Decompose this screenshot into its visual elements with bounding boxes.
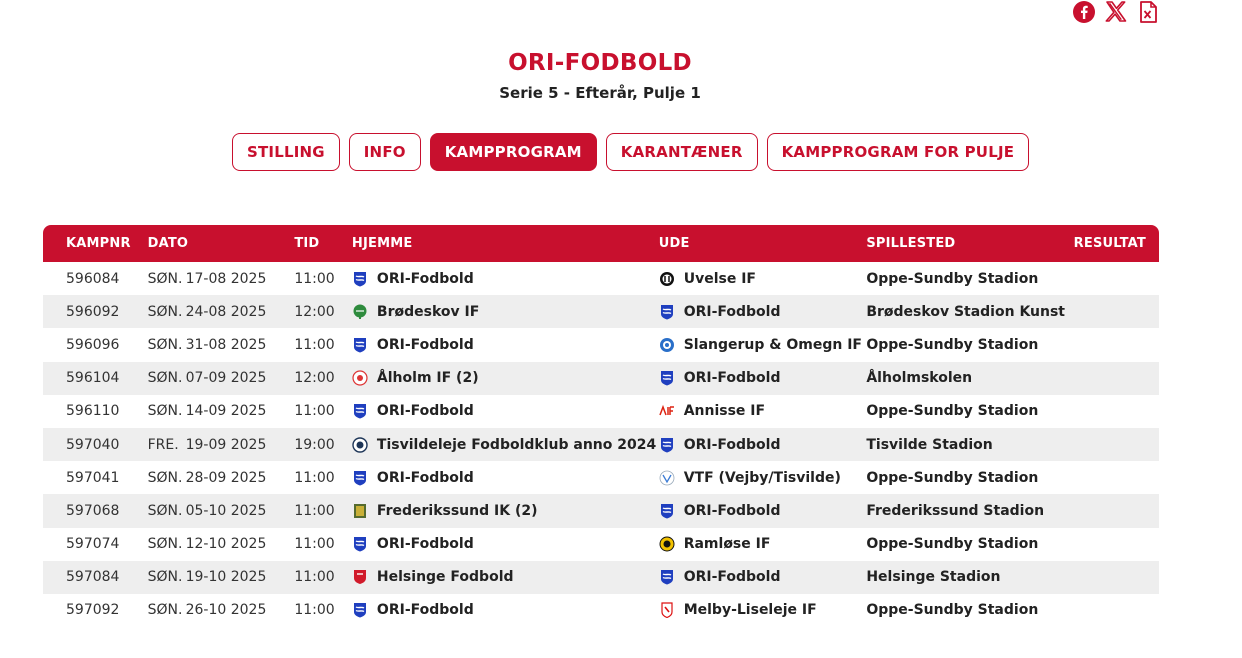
match-weekday: SØN.	[147, 569, 183, 586]
home-team-name: ORI-Fodbold	[376, 536, 474, 553]
ori-logo-icon	[659, 437, 675, 453]
away-team-cell	[659, 528, 867, 561]
away-team-cell	[659, 461, 867, 494]
match-date-value: 31-08 2025	[185, 336, 267, 353]
away-team[interactable]	[659, 403, 867, 419]
page-subtitle: Serie 5 - Efterår, Pulje 1	[499, 84, 701, 102]
match-venue	[866, 362, 1073, 395]
tisvildeleje-logo-icon	[352, 437, 368, 453]
match-number: 596104	[43, 362, 148, 395]
share-bar	[1072, 0, 1160, 24]
home-team[interactable]	[352, 569, 659, 585]
match-venue	[866, 395, 1073, 428]
match-table	[43, 225, 1159, 627]
match-weekday: FRE.	[147, 436, 179, 453]
home-team[interactable]	[352, 304, 659, 320]
match-date-value: 26-10 2025	[185, 602, 267, 619]
away-team-name: Slangerup & Omegn IF	[683, 336, 862, 353]
match-result	[1074, 362, 1159, 395]
match-time: 11:00	[294, 602, 335, 619]
match-number: 597040	[43, 428, 148, 461]
match-venue	[866, 328, 1073, 361]
match-weekday: SØN.	[147, 469, 183, 486]
col-resultat: RESULTAT	[1074, 225, 1159, 262]
away-team-name: Annisse IF	[683, 403, 766, 420]
home-team-cell	[352, 395, 659, 428]
match-time: 11:00	[294, 403, 335, 420]
match-venue	[866, 561, 1073, 594]
match-result	[1074, 262, 1159, 295]
away-team[interactable]	[659, 503, 867, 519]
away-team-cell	[659, 262, 867, 295]
table-row[interactable]	[43, 395, 1159, 428]
home-team-name: Brødeskov IF	[376, 303, 480, 320]
match-number: 597084	[43, 561, 148, 594]
match-number: 596092	[43, 295, 148, 328]
venue-name: Oppe-Sundby Stadion	[866, 270, 1039, 287]
match-weekday: SØN.	[147, 536, 183, 553]
home-team-cell	[352, 528, 659, 561]
away-team-name: ORI-Fodbold	[683, 502, 781, 519]
home-team-name: Tisvildeleje Fodboldklub anno 2024	[376, 436, 657, 453]
annisse-logo-icon	[659, 403, 675, 419]
ori-logo-icon	[352, 536, 368, 552]
excel-icon[interactable]	[1136, 0, 1160, 24]
match-date-value: 24-08 2025	[185, 303, 267, 320]
table-row[interactable]	[43, 561, 1159, 594]
match-date	[148, 461, 295, 494]
ramlose-logo-icon	[659, 536, 675, 552]
home-team-name: ORI-Fodbold	[376, 336, 474, 353]
away-team[interactable]	[659, 536, 867, 552]
facebook-icon[interactable]	[1072, 0, 1096, 24]
match-date-value: 19-10 2025	[185, 569, 267, 586]
venue-name: Brødeskov Stadion Kunst	[866, 303, 1066, 320]
table-header-row	[43, 225, 1159, 262]
match-table-body	[43, 262, 1159, 627]
match-date-value: 28-09 2025	[185, 469, 267, 486]
home-team-cell	[352, 262, 659, 295]
match-date	[148, 494, 295, 527]
match-venue	[866, 262, 1073, 295]
ori-logo-icon	[659, 503, 675, 519]
home-team-name: ORI-Fodbold	[376, 602, 474, 619]
match-number: 597092	[66, 602, 120, 619]
away-team-name: VTF (Vejby/Tisvilde)	[683, 469, 841, 486]
match-number: 596096	[66, 336, 120, 353]
away-team-name: Uvelse IF	[683, 270, 756, 287]
ori-logo-icon	[352, 271, 368, 287]
venue-name: Oppe-Sundby Stadion	[866, 336, 1039, 353]
table-row[interactable]	[43, 528, 1159, 561]
vtf-logo-icon	[659, 470, 675, 486]
home-team[interactable]	[352, 370, 659, 386]
brodeskov-logo-icon	[352, 304, 368, 320]
table-row[interactable]	[43, 262, 1159, 295]
page-title: ORI-FODBOLD	[508, 50, 692, 76]
away-team-name: ORI-Fodbold	[683, 436, 781, 453]
match-table-wrapper	[43, 225, 1159, 627]
away-team[interactable]	[659, 437, 867, 453]
away-team-cell	[659, 395, 867, 428]
ori-logo-icon	[352, 337, 368, 353]
home-team-cell	[352, 428, 659, 461]
home-team[interactable]	[352, 337, 659, 353]
venue-name: Helsinge Stadion	[866, 569, 1001, 586]
match-time: 11:00	[294, 536, 335, 553]
away-team-cell	[659, 328, 867, 361]
away-team[interactable]	[659, 337, 867, 353]
match-result	[1074, 461, 1159, 494]
match-result	[1074, 561, 1159, 594]
home-team-name: ORI-Fodbold	[376, 469, 474, 486]
match-venue	[866, 461, 1073, 494]
match-weekday: SØN.	[147, 370, 183, 387]
ori-logo-icon	[352, 602, 368, 618]
match-number: 597068	[43, 494, 148, 527]
home-team-name: ORI-Fodbold	[376, 403, 474, 420]
match-number: 596110	[66, 403, 120, 420]
table-row[interactable]	[43, 328, 1159, 361]
col-spillested: SPILLESTED	[866, 225, 1073, 262]
match-venue	[866, 594, 1073, 627]
table-row[interactable]	[43, 594, 1159, 627]
match-time: 11:00	[294, 270, 335, 287]
frederikssund-logo-icon	[352, 503, 368, 519]
home-team[interactable]	[352, 403, 659, 419]
away-team[interactable]	[659, 470, 867, 486]
match-venue	[866, 494, 1073, 527]
match-date	[148, 395, 295, 428]
away-team-name: Ramløse IF	[683, 536, 771, 553]
match-date-value: 12-10 2025	[185, 536, 267, 553]
away-team-name: ORI-Fodbold	[683, 370, 781, 387]
match-weekday: SØN.	[147, 270, 183, 287]
away-team-cell	[659, 561, 867, 594]
match-time: 11:00	[294, 561, 352, 594]
aalholm-logo-icon	[352, 370, 368, 386]
away-team-name: ORI-Fodbold	[683, 569, 781, 586]
x-icon[interactable]	[1104, 0, 1128, 24]
match-weekday: SØN.	[147, 336, 183, 353]
col-ude: UDE	[659, 225, 867, 262]
venue-name: Oppe-Sundby Stadion	[866, 469, 1039, 486]
match-number: 596084	[66, 270, 120, 287]
uvelse-logo-icon	[659, 271, 675, 287]
ori-logo-icon	[659, 304, 675, 320]
match-time: 11:00	[294, 469, 335, 486]
ori-logo-icon	[352, 470, 368, 486]
match-result	[1074, 428, 1159, 461]
home-team-name: Frederikssund IK (2)	[376, 502, 538, 519]
home-team[interactable]	[352, 437, 659, 453]
away-team[interactable]	[659, 602, 867, 618]
away-team-cell	[659, 594, 867, 627]
match-date	[148, 362, 295, 395]
home-team-cell	[352, 561, 659, 594]
match-venue	[866, 428, 1073, 461]
tab-kampprogram[interactable]: KAMPPROGRAM	[430, 133, 597, 171]
match-result	[1074, 295, 1159, 328]
away-team[interactable]	[659, 370, 867, 386]
home-team-cell	[352, 494, 659, 527]
venue-name: Frederikssund Stadion	[866, 502, 1045, 519]
table-row[interactable]	[43, 295, 1159, 328]
home-team-name: Ålholm IF (2)	[376, 370, 479, 387]
tab-stilling[interactable]: STILLING	[232, 133, 340, 171]
table-row[interactable]	[43, 362, 1159, 395]
match-weekday: SØN.	[147, 303, 183, 320]
table-row[interactable]	[43, 494, 1159, 527]
match-number: 597074	[66, 536, 120, 553]
away-team[interactable]	[659, 569, 867, 585]
home-team[interactable]	[352, 536, 659, 552]
home-team-cell	[352, 594, 659, 627]
slangerup-logo-icon	[659, 337, 675, 353]
match-time: 12:00	[294, 295, 352, 328]
away-team[interactable]	[659, 271, 867, 287]
match-venue	[866, 295, 1073, 328]
home-team-name: Helsinge Fodbold	[376, 569, 514, 586]
match-number: 597041	[66, 469, 120, 486]
col-dato: DATO	[148, 225, 295, 262]
match-date	[148, 528, 295, 561]
home-team-cell	[352, 461, 659, 494]
ori-logo-icon	[659, 569, 675, 585]
col-kampnr: KAMPNR	[43, 225, 148, 262]
table-row[interactable]	[43, 428, 1159, 461]
venue-name: Ålholmskolen	[866, 370, 973, 387]
tab-kampprogram-for-pulje[interactable]: KAMPPROGRAM FOR PULJE	[767, 133, 1030, 171]
match-time: 11:00	[294, 336, 335, 353]
match-date	[148, 295, 295, 328]
home-team-cell	[352, 328, 659, 361]
match-date-value: 07-09 2025	[185, 370, 267, 387]
match-date	[148, 428, 295, 461]
home-team-cell	[352, 295, 659, 328]
away-team-cell	[659, 428, 867, 461]
match-date-value: 14-09 2025	[185, 403, 267, 420]
away-team-cell	[659, 295, 867, 328]
match-weekday: SØN.	[147, 403, 183, 420]
match-date	[148, 561, 295, 594]
match-date	[148, 594, 295, 627]
ori-logo-icon	[352, 403, 368, 419]
home-team[interactable]	[352, 503, 659, 519]
match-time: 19:00	[294, 428, 352, 461]
tab-karantaener[interactable]: KARANTÆNER	[606, 133, 758, 171]
venue-name: Oppe-Sundby Stadion	[866, 536, 1039, 553]
away-team[interactable]	[659, 304, 867, 320]
match-date	[148, 262, 295, 295]
melby-logo-icon	[659, 602, 675, 618]
venue-name: Oppe-Sundby Stadion	[866, 403, 1039, 420]
home-team[interactable]	[352, 271, 659, 287]
home-team[interactable]	[352, 470, 659, 486]
home-team[interactable]	[352, 602, 659, 618]
match-result	[1074, 395, 1159, 428]
match-weekday: SØN.	[147, 502, 183, 519]
tab-info[interactable]: INFO	[349, 133, 421, 171]
away-team-name: Melby-Liseleje IF	[683, 602, 817, 619]
match-result	[1074, 594, 1159, 627]
match-result	[1074, 328, 1159, 361]
match-weekday: SØN.	[147, 602, 183, 619]
tab-bar	[232, 133, 1029, 171]
helsinge-logo-icon	[352, 569, 368, 585]
away-team-cell	[659, 494, 867, 527]
col-tid: TID	[294, 225, 352, 262]
home-team-cell	[352, 362, 659, 395]
match-date	[148, 328, 295, 361]
col-hjemme: HJEMME	[352, 225, 659, 262]
match-time: 12:00	[294, 362, 352, 395]
venue-name: Tisvilde Stadion	[866, 436, 993, 453]
away-team-name: ORI-Fodbold	[683, 303, 781, 320]
match-time: 11:00	[294, 494, 352, 527]
match-date-value: 05-10 2025	[185, 502, 267, 519]
match-venue	[866, 528, 1073, 561]
match-date-value: 17-08 2025	[185, 270, 267, 287]
ori-logo-icon	[659, 370, 675, 386]
match-result	[1074, 528, 1159, 561]
venue-name: Oppe-Sundby Stadion	[866, 602, 1039, 619]
home-team-name: ORI-Fodbold	[376, 270, 474, 287]
match-date-value: 19-09 2025	[185, 436, 267, 453]
table-row[interactable]	[43, 461, 1159, 494]
away-team-cell	[659, 362, 867, 395]
match-result	[1074, 494, 1159, 527]
